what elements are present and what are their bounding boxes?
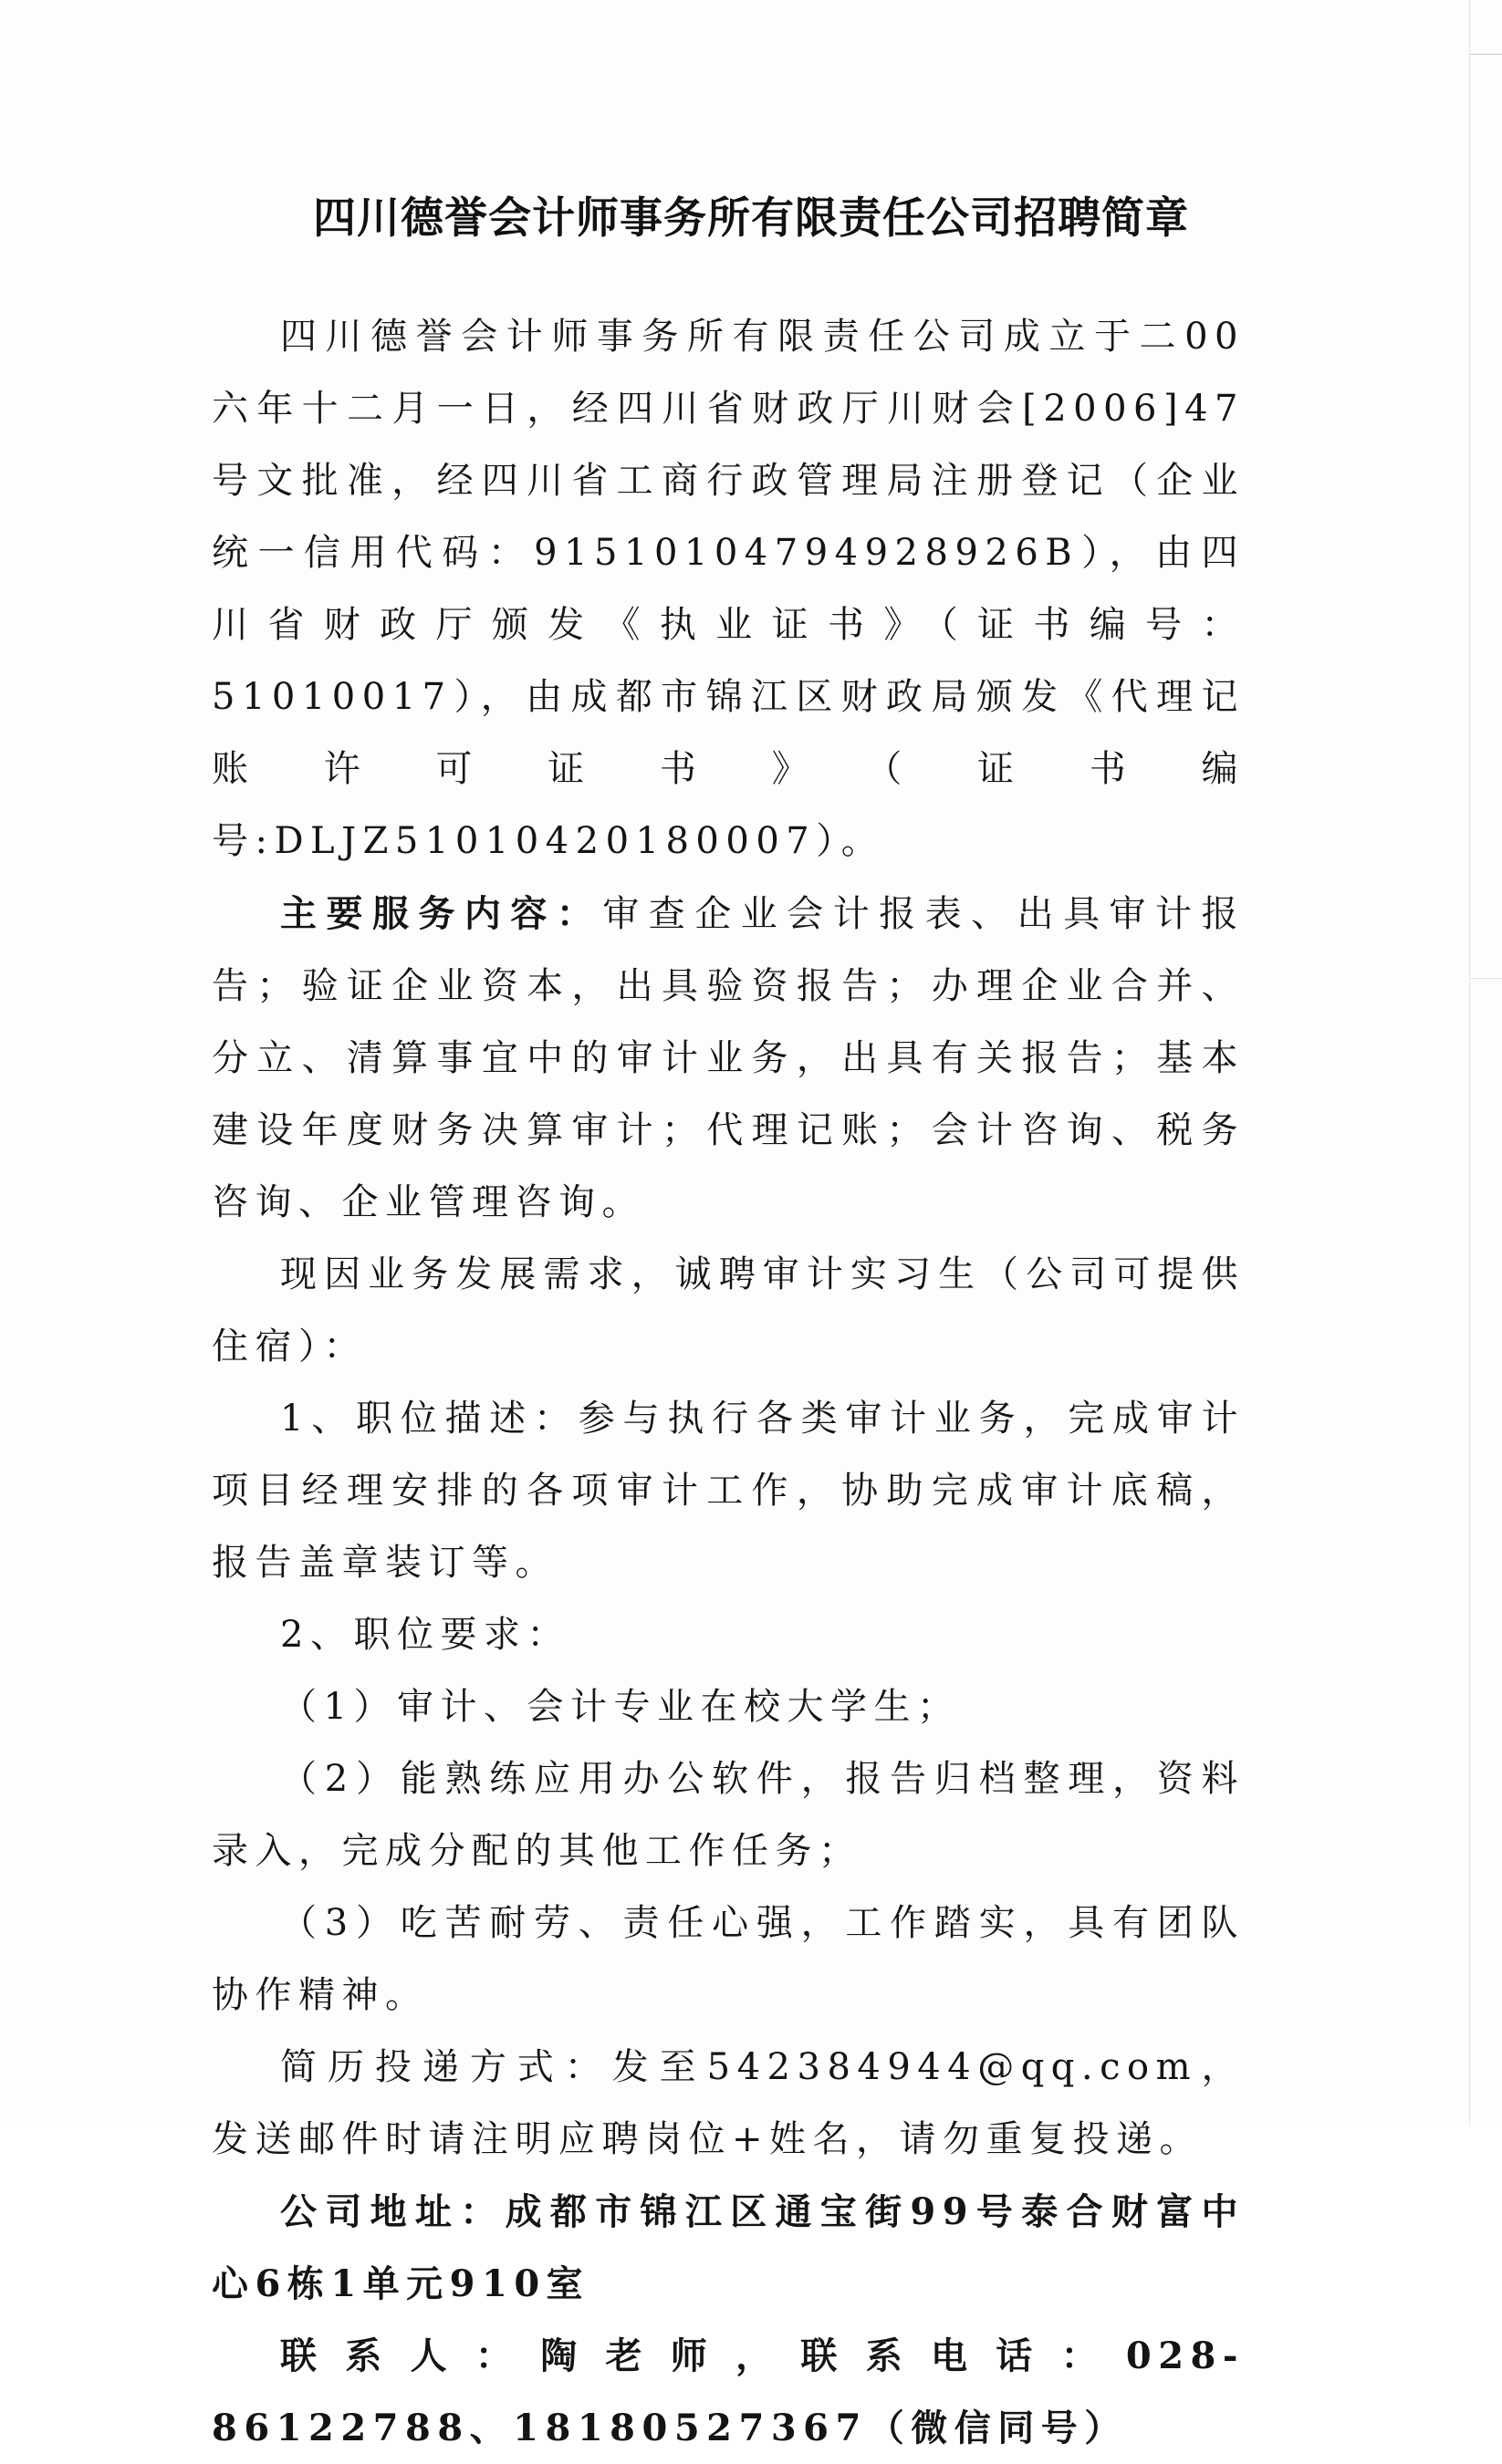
services-text: 审查企业会计报表、出具审计报告；验证企业资本，出具验资报告；办理企业合并、分立、清算事宜中的审计业务，出具有关报告；基本建设年度财务决算审计；代理记账；会计咨询、税务咨询、企业管理咨询。 [212,893,1246,1223]
scan-edge-line [1469,0,1470,2126]
scan-mark [1470,54,1502,55]
document-title: 四川德誉会计师事务所有限责任公司招聘简章 [313,193,1189,244]
requirement-item: （2）能熟练应用办公软件，报告归档整理，资料录入，完成分配的其他工作任务； [212,1758,1245,1872]
scan-mark [1470,978,1502,979]
company-address: 公司地址：成都市锦江区通宝街99号泰合财富中心6栋1单元910室 [212,2190,1245,2305]
document-body [212,301,1245,2464]
application-method: 简历投递方式：发至542384944@qq.com，发送邮件时请注明应聘岗位+姓名，请勿重复投递。 [212,2046,1245,2160]
job-description: 1、职位描述：参与执行各类审计业务，完成审计项目经理安排的各项审计工作，协助完成审计底稿，报告盖章装订等。 [212,1398,1245,1584]
intro-paragraph: 四川德誉会计师事务所有限责任公司成立于二00六年十二月一日，经四川省财政厅川财会[2006]47号文批准，经四川省工商行政管理局注册登记（企业统一信用代码：91510104794928926B），由四川省财政厅颁发《执业证书》（证书编号：51010017），由成都市锦江区财政局颁发《代理记账许可证书》（证书编号:DLJZ51010420180007）。 [212,316,1245,862]
services-label: 主要服务内容： [280,892,603,935]
contact-info: 联系人：陶老师，联系电话：028-86122788、18180527367（微信同号） [212,2334,1245,2449]
requirements-heading: 2、职位要求： [280,1614,570,1656]
requirement-item: （1）审计、会计专业在校大学生； [280,1686,961,1728]
requirement-item: （3）吃苦耐劳、责任心强，工作踏实，具有团队协作精神。 [212,1902,1245,2016]
services-paragraph [212,878,1245,1239]
hiring-intro: 现因业务发展需求，诚聘审计实习生（公司可提供住宿）： [212,1253,1245,1367]
